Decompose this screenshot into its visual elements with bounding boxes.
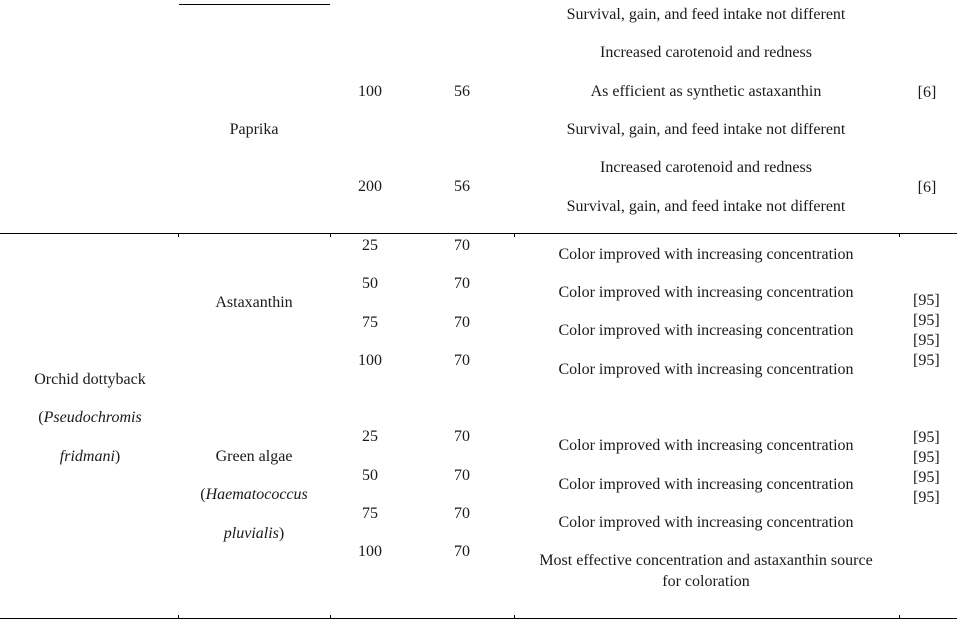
duration-cell: 56	[454, 178, 470, 195]
ingredient-cell: Green algae	[215, 448, 293, 465]
duration-cell: 70	[454, 543, 470, 560]
duration-cell: 70	[454, 505, 470, 522]
dose-cell: 100	[358, 543, 382, 560]
ingredient-epithet: pluvialis)	[223, 525, 285, 542]
reference-cell: [95]	[913, 332, 940, 349]
duration-cell: 70	[454, 428, 470, 445]
dose-cell: 200	[358, 178, 382, 195]
dose-cell: 50	[362, 467, 378, 484]
effect-cell: Color improved with increasing concentration	[558, 361, 854, 378]
ingredient-cell: Astaxanthin	[215, 294, 293, 311]
duration-cell: 70	[454, 467, 470, 484]
reference-cell: [95]	[913, 429, 940, 446]
column-tick	[514, 615, 515, 618]
duration-cell: 70	[454, 352, 470, 369]
dose-cell: 50	[362, 275, 378, 292]
ingredient-epithet-text: pluvialis	[223, 525, 279, 542]
table-bottom-rule	[0, 618, 957, 619]
dose-cell: 25	[362, 237, 378, 254]
reference-cell: [95]	[913, 292, 940, 309]
reference-cell: [95]	[913, 449, 940, 466]
effect-cell: Most effective concentration and astaxanthin source	[539, 552, 873, 569]
reference-cell: [95]	[913, 469, 940, 486]
species-epithet: fridmani)	[59, 448, 121, 465]
effect-cell: Survival, gain, and feed intake not different	[566, 6, 846, 23]
column-tick	[330, 234, 331, 237]
duration-cell: 70	[454, 314, 470, 331]
species-epithet-text: fridmani	[59, 448, 115, 465]
reference-stack	[913, 427, 943, 508]
effect-cell: Color improved with increasing concentration	[558, 322, 854, 339]
effect-cell: Increased carotenoid and redness	[600, 44, 812, 61]
section-divider-rule	[0, 233, 957, 234]
reference-cell: [6]	[917, 84, 937, 101]
effect-cell: As efficient as synthetic astaxanthin	[590, 83, 822, 100]
reference-stack	[913, 290, 943, 371]
reference-cell: [6]	[917, 179, 937, 196]
effect-cell: Color improved with increasing concentration	[558, 514, 854, 531]
duration-cell: 56	[454, 83, 470, 100]
effect-cell: Survival, gain, and feed intake not different	[566, 121, 846, 138]
species-genus: (Pseudochromis	[38, 409, 142, 426]
column-tick	[178, 615, 179, 618]
dose-cell: 100	[358, 83, 382, 100]
column-tick	[330, 615, 331, 618]
effect-cell-continued: for coloration	[662, 573, 750, 590]
reference-cell: [95]	[913, 352, 940, 369]
effect-cell: Color improved with increasing concentration	[558, 437, 854, 454]
effect-cell: Increased carotenoid and redness	[600, 159, 812, 176]
ingredient-genus: (Haematococcus	[200, 486, 308, 503]
ingredient-genus-text: Haematococcus	[205, 486, 308, 503]
dose-cell: 25	[362, 428, 378, 445]
column-tick	[514, 234, 515, 237]
dose-cell: 75	[362, 314, 378, 331]
effect-cell: Color improved with increasing concentration	[558, 284, 854, 301]
column-tick	[899, 234, 900, 237]
duration-cell: 70	[454, 237, 470, 254]
duration-cell: 70	[454, 275, 470, 292]
ingredient-cell: Paprika	[229, 121, 279, 138]
column-tick	[178, 234, 179, 237]
top-partial-rule	[179, 4, 330, 5]
species-genus-text: Pseudochromis	[43, 409, 142, 426]
effect-cell: Color improved with increasing concentration	[558, 246, 854, 263]
column-tick	[899, 615, 900, 618]
effect-cell: Color improved with increasing concentration	[558, 476, 854, 493]
effect-cell: Survival, gain, and feed intake not different	[566, 198, 846, 215]
dose-cell: 75	[362, 505, 378, 522]
species-common-name: Orchid dottyback	[34, 371, 146, 388]
reference-cell: [95]	[913, 312, 940, 329]
dose-cell: 100	[358, 352, 382, 369]
reference-cell: [95]	[913, 489, 940, 506]
